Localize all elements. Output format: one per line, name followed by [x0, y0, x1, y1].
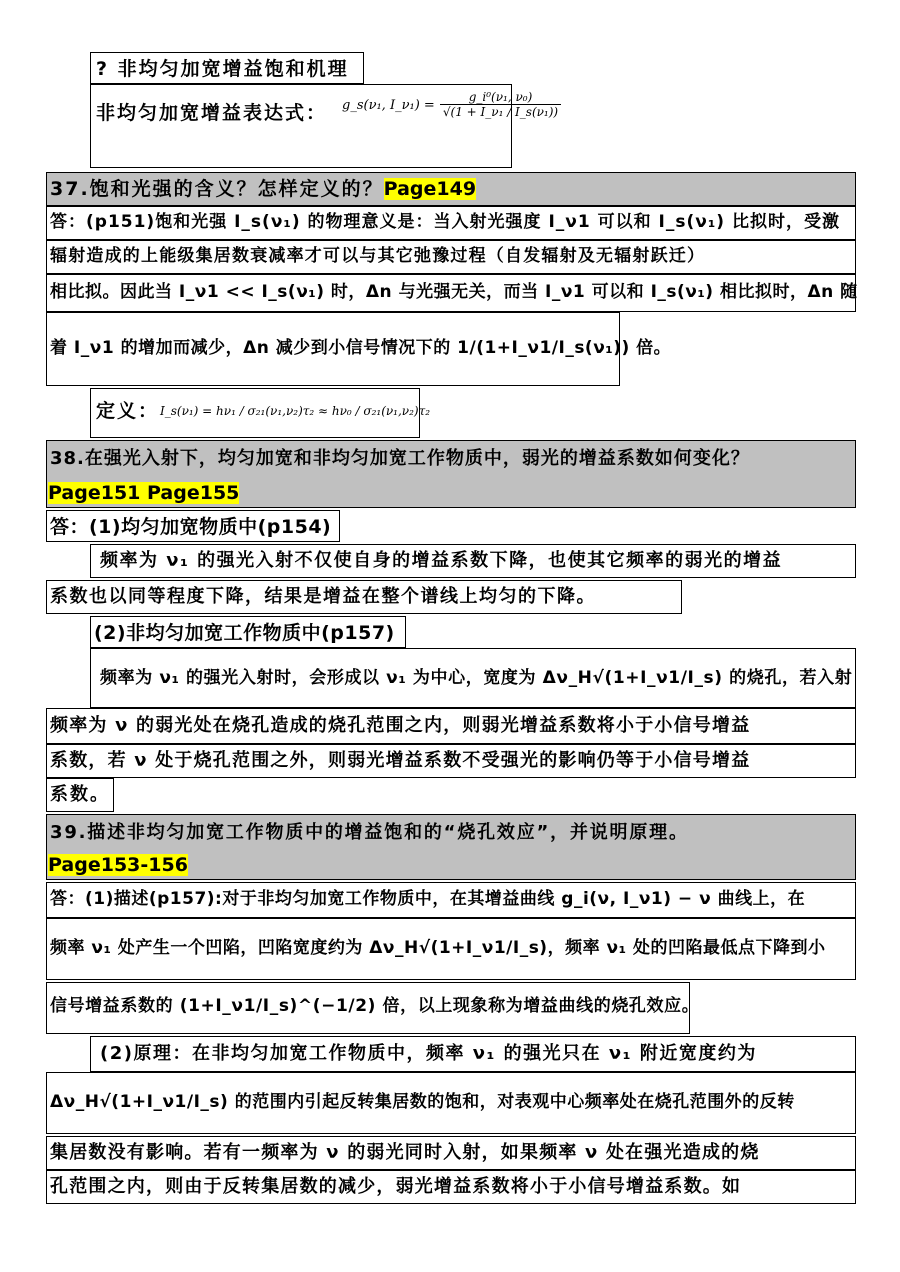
- q39-pages: [48, 856, 188, 875]
- q37-title-text: 37.饱和光强的含义？怎样定义的？: [50, 178, 384, 200]
- q37-line-3: 相比拟。因此当 I_ν1 << I_s(ν₁) 时，Δn 与光强无关，而当 I_ν1 可以和 I_s(ν₁) 相比拟时，Δn 随: [50, 282, 858, 302]
- q39-page-highlight: Page153-156: [48, 854, 188, 876]
- q38-part2-line-4: 系数。: [50, 784, 110, 805]
- q38-part2-line-2: 频率为 ν 的弱光处在烧孔造成的烧孔范围之内，则弱光增益系数将小于小信号增益: [50, 715, 751, 736]
- q37-line-4: 着 I_ν1 的增加而减少，Δn 减少到小信号情况下的 1/(1+I_ν1/I_s(ν₁)) 倍。: [50, 338, 672, 358]
- q38-part2-head: (2)非均匀加宽工作物质中(p157): [94, 622, 395, 644]
- q39-part1-line-2: 频率 ν₁ 处产生一个凹陷，凹陷宽度约为 Δν_H√(1+I_ν1/I_s)，频率 ν₁ 处的凹陷最低点下降到小: [50, 938, 826, 958]
- q39-part2-line-1: (2)原理：在非均匀加宽工作物质中，频率 ν₁ 的强光只在 ν₁ 附近宽度约为: [100, 1043, 757, 1064]
- prev-heading: ? 非均匀加宽增益饱和机理: [96, 58, 349, 80]
- q37-line-1: 答：(p151)饱和光强 I_s(ν₁) 的物理意义是：当入射光强度 I_ν1 可以和 I_s(ν₁) 比拟时，受激: [50, 212, 840, 232]
- q39-part2-line-3: 集居数没有影响。若有一频率为 ν 的弱光同时入射，如果频率 ν 处在强光造成的烧: [50, 1142, 760, 1163]
- q38-part1-line-2: 系数也以同等程度下降，结果是增益在整个谱线上均匀的下降。: [50, 586, 596, 607]
- q37-page-highlight: Page149: [383, 178, 477, 200]
- q39-part2-line-4: 孔范围之内，则由于反转集居数的减少，弱光增益系数将小于小信号增益系数。如: [50, 1176, 742, 1197]
- prev-formula-num: g_i⁰(ν₁, ν₀): [440, 90, 561, 105]
- q37-def-formula: I_s(ν₁) = hν₁ / σ₂₁(ν₁,ν₂)τ₂ ≈ hν₀ / σ₂₁(ν₁,ν₂)τ₂: [160, 404, 431, 418]
- q38-page-highlight: Page151 Page155: [48, 482, 240, 504]
- prev-formula: [342, 90, 561, 119]
- q39-part1-line-3: 信号增益系数的 (1+I_ν1/I_s)^(−1/2) 倍，以上现象称为增益曲线的烧孔效应。: [50, 996, 700, 1016]
- q37-def-label: 定义：: [96, 400, 160, 422]
- q38-title: 38.在强光入射下，均匀加宽和非均匀加宽工作物质中，弱光的增益系数如何变化？: [50, 448, 750, 469]
- q39-part1-line-1: 答：(1)描述(p157):对于非均匀加宽工作物质中，在其增益曲线 g_i(ν, I_ν1) − ν 曲线上，在: [50, 889, 806, 909]
- q39-title: 39.描述非均匀加宽工作物质中的增益饱和的“烧孔效应”，并说明原理。: [50, 822, 689, 843]
- prev-formula-den: √(1 + I_ν₁ / I_s(ν₁)): [442, 105, 559, 119]
- q38-part1-line-1: 频率为 ν₁ 的强光入射不仅使自身的增益系数下降，也使其它频率的弱光的增益: [100, 550, 783, 571]
- q38-pages: [48, 484, 239, 503]
- q38-part1-head: 答：(1)均匀加宽物质中(p154): [50, 516, 332, 538]
- prev-formula-label: 非均匀加宽增益表达式：: [96, 102, 328, 124]
- prev-formula-lhs: g_s(ν₁, I_ν₁) =: [342, 98, 435, 113]
- q38-part2-line-1: 频率为 ν₁ 的强光入射时，会形成以 ν₁ 为中心，宽度为 Δν_H√(1+I_ν1/I_s) 的烧孔，若入射: [100, 668, 853, 688]
- q39-part2-line-2: Δν_H√(1+I_ν1/I_s) 的范围内引起反转集居数的饱和，对表观中心频率处在烧孔范围外的反转: [50, 1092, 795, 1112]
- q37-line-2: 辐射造成的上能级集居数衰减率才可以与其它弛豫过程（自发辐射及无辐射跃迁）: [50, 246, 706, 266]
- q37-title: [50, 180, 476, 199]
- q38-part2-line-3: 系数，若 ν 处于烧孔范围之外，则弱光增益系数不受强光的影响仍等于小信号增益: [50, 750, 751, 771]
